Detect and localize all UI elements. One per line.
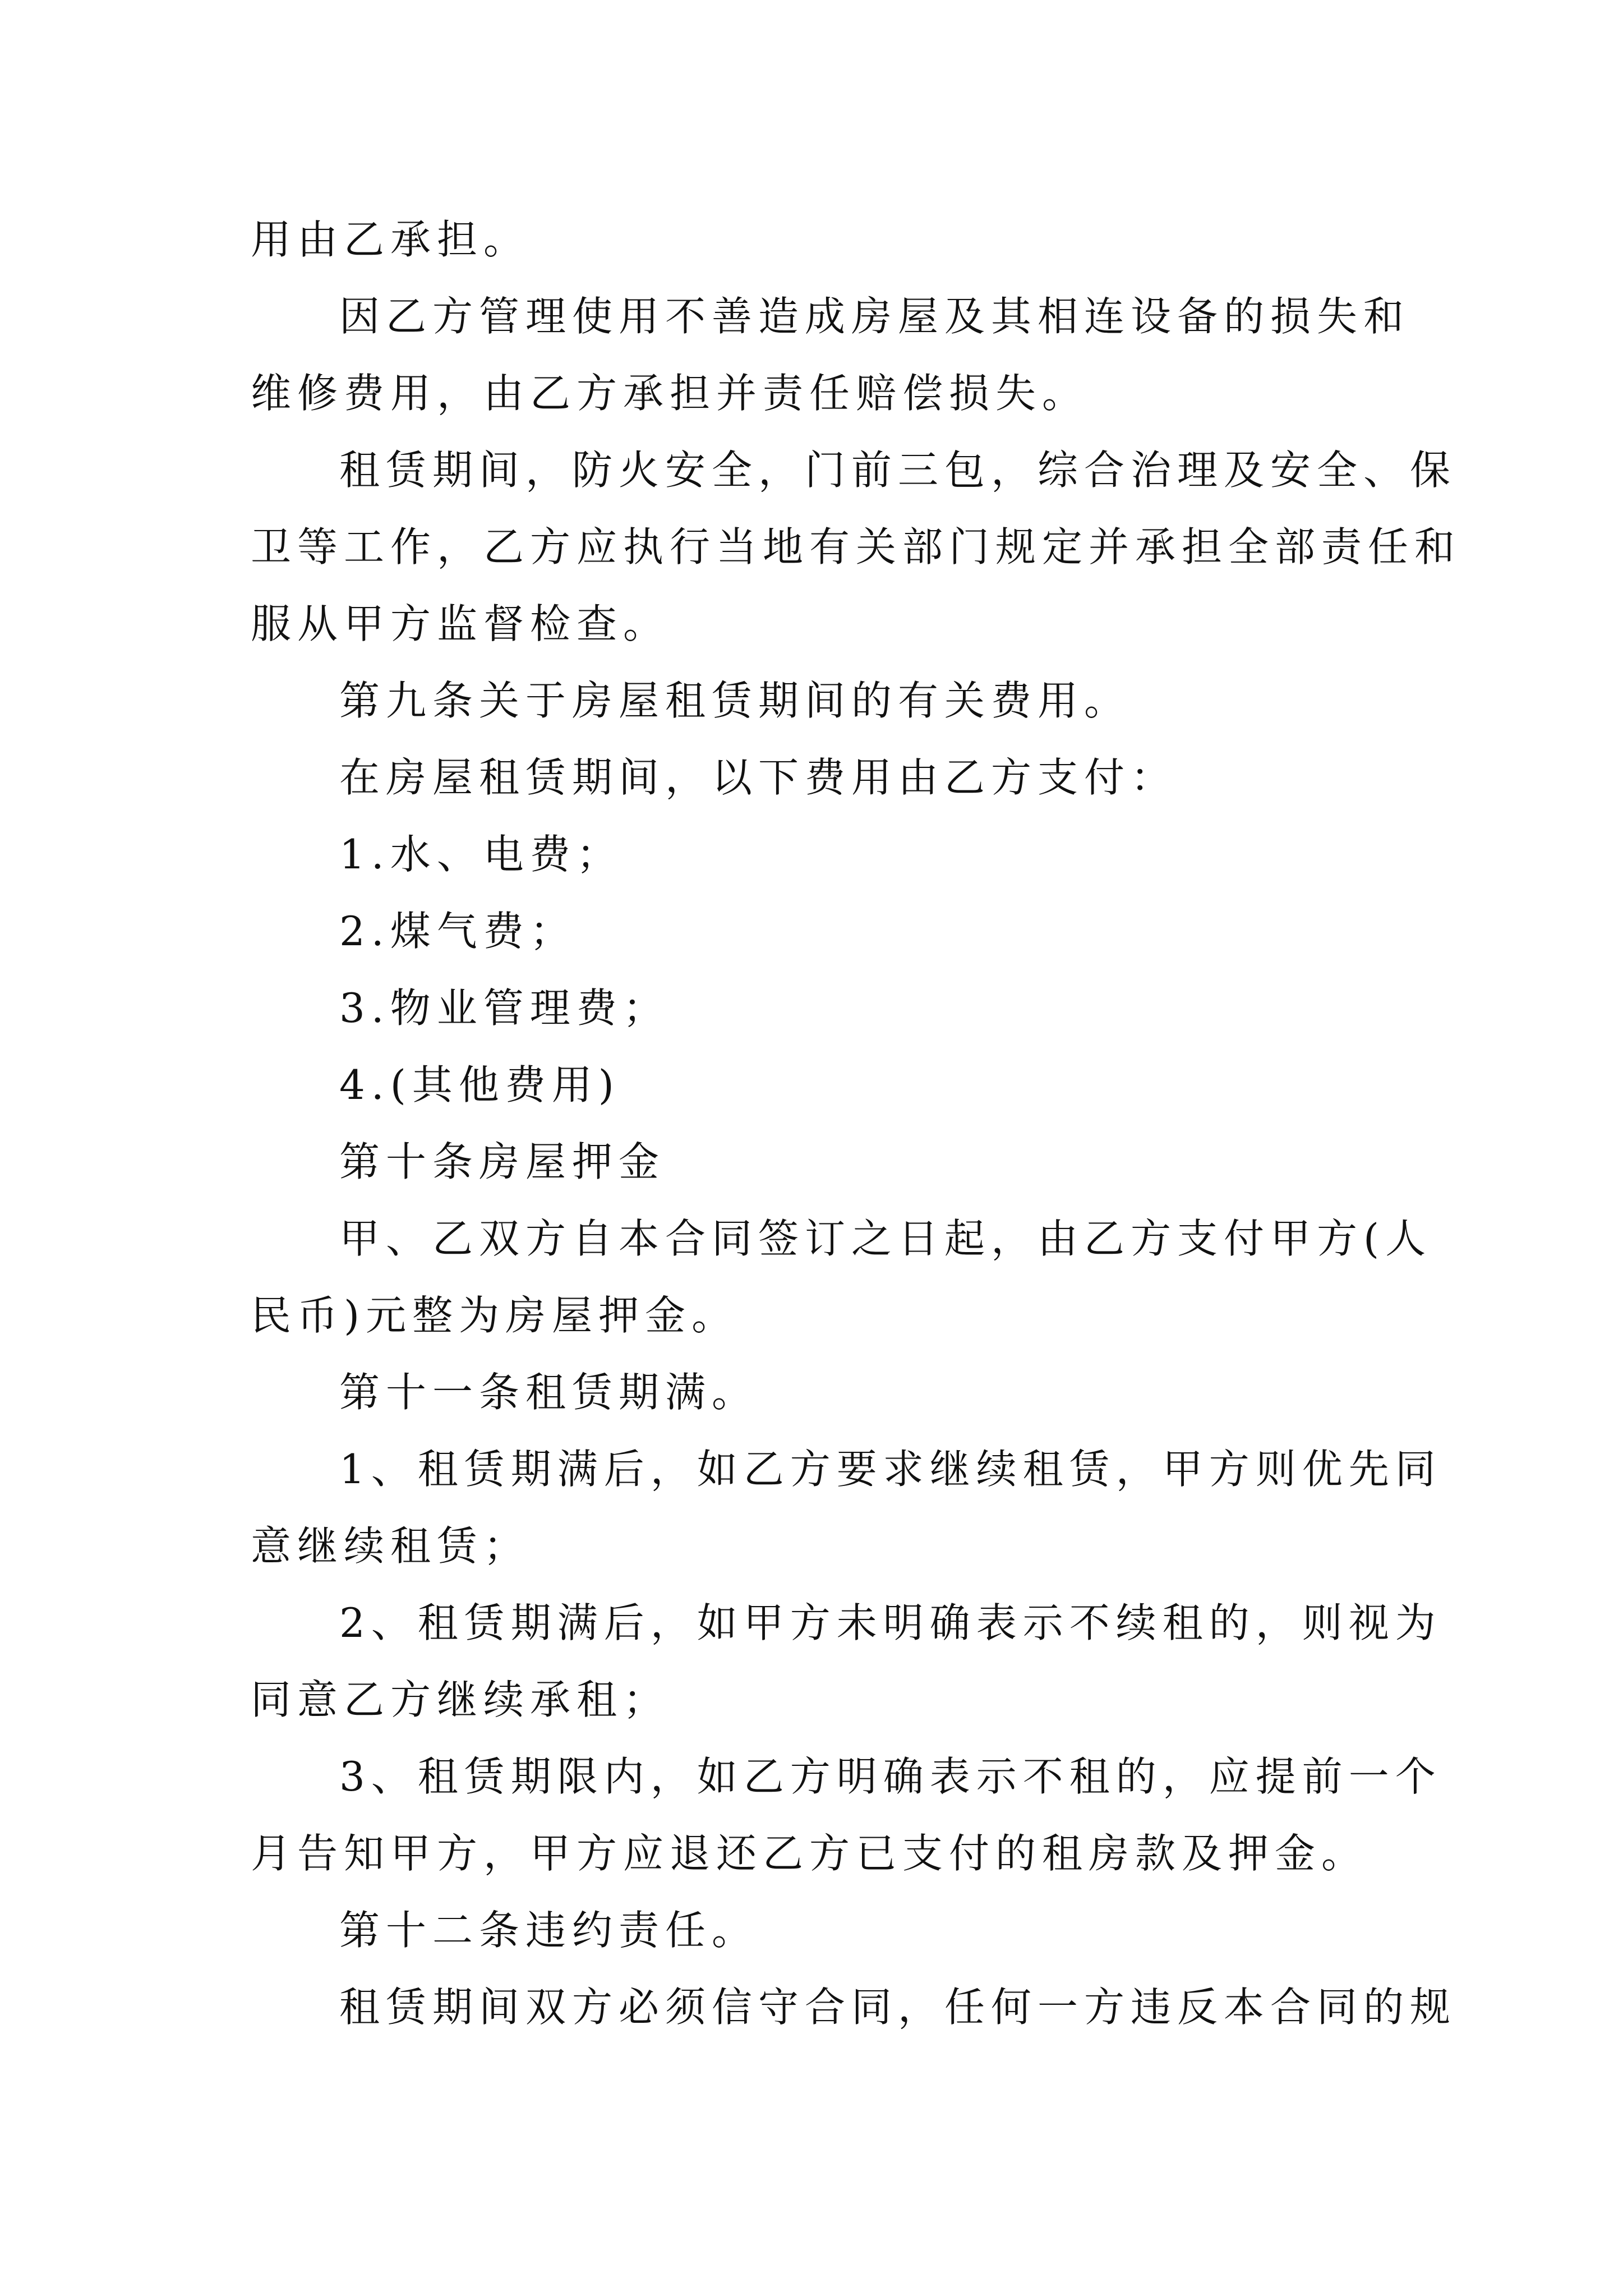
text-line: 甲、乙双方自本合同签订之日起，由乙方支付甲方(人 xyxy=(339,1215,1432,1262)
text-line: 民币)元整为房屋押金。 xyxy=(251,1292,739,1339)
text-line: 在房屋租赁期间，以下费用由乙方支付： xyxy=(339,754,1178,801)
text-line: 维修费用，由乙方承担并责任赔偿损失。 xyxy=(251,370,1089,417)
list-item: 4.(其他费用) xyxy=(339,1061,620,1108)
section-heading-9: 第九条关于房屋租赁期间的有关费用。 xyxy=(339,677,1131,724)
text-line: 租赁期间双方必须信守合同，任何一方违反本合同的规 xyxy=(339,1984,1457,2031)
text-line: 卫等工作，乙方应执行当地有关部门规定并承担全部责任和 xyxy=(251,523,1461,570)
section-heading-12: 第十二条违约责任。 xyxy=(339,1907,759,1954)
text-line: 服从甲方监督检查。 xyxy=(251,600,670,647)
list-item: 2、租赁期满后，如甲方未明确表示不续租的，则视为 xyxy=(339,1599,1442,1646)
text-line: 因乙方管理使用不善造成房屋及其相连设备的损失和 xyxy=(339,293,1410,340)
text-line: 意继续租赁； xyxy=(251,1522,531,1570)
text-line: 同意乙方继续承租； xyxy=(251,1676,670,1723)
list-item: 1.水、电费； xyxy=(339,831,623,878)
text-line: 租赁期间，防火安全，门前三包，综合治理及安全、保 xyxy=(339,447,1457,494)
list-item: 3.物业管理费； xyxy=(339,984,670,1032)
text-line: 用由乙承担。 xyxy=(251,216,531,263)
list-item: 1、租赁期满后，如乙方要求继续租赁，甲方则优先同 xyxy=(339,1446,1442,1493)
list-item: 3、租赁期限内，如乙方明确表示不租的，应提前一个 xyxy=(339,1753,1442,1800)
list-item: 2.煤气费； xyxy=(339,908,577,955)
text-line: 月告知甲方，甲方应退还乙方已支付的租房款及押金。 xyxy=(251,1830,1368,1877)
section-heading-10: 第十条房屋押金 xyxy=(339,1138,666,1185)
section-heading-11: 第十一条租赁期满。 xyxy=(339,1369,759,1416)
